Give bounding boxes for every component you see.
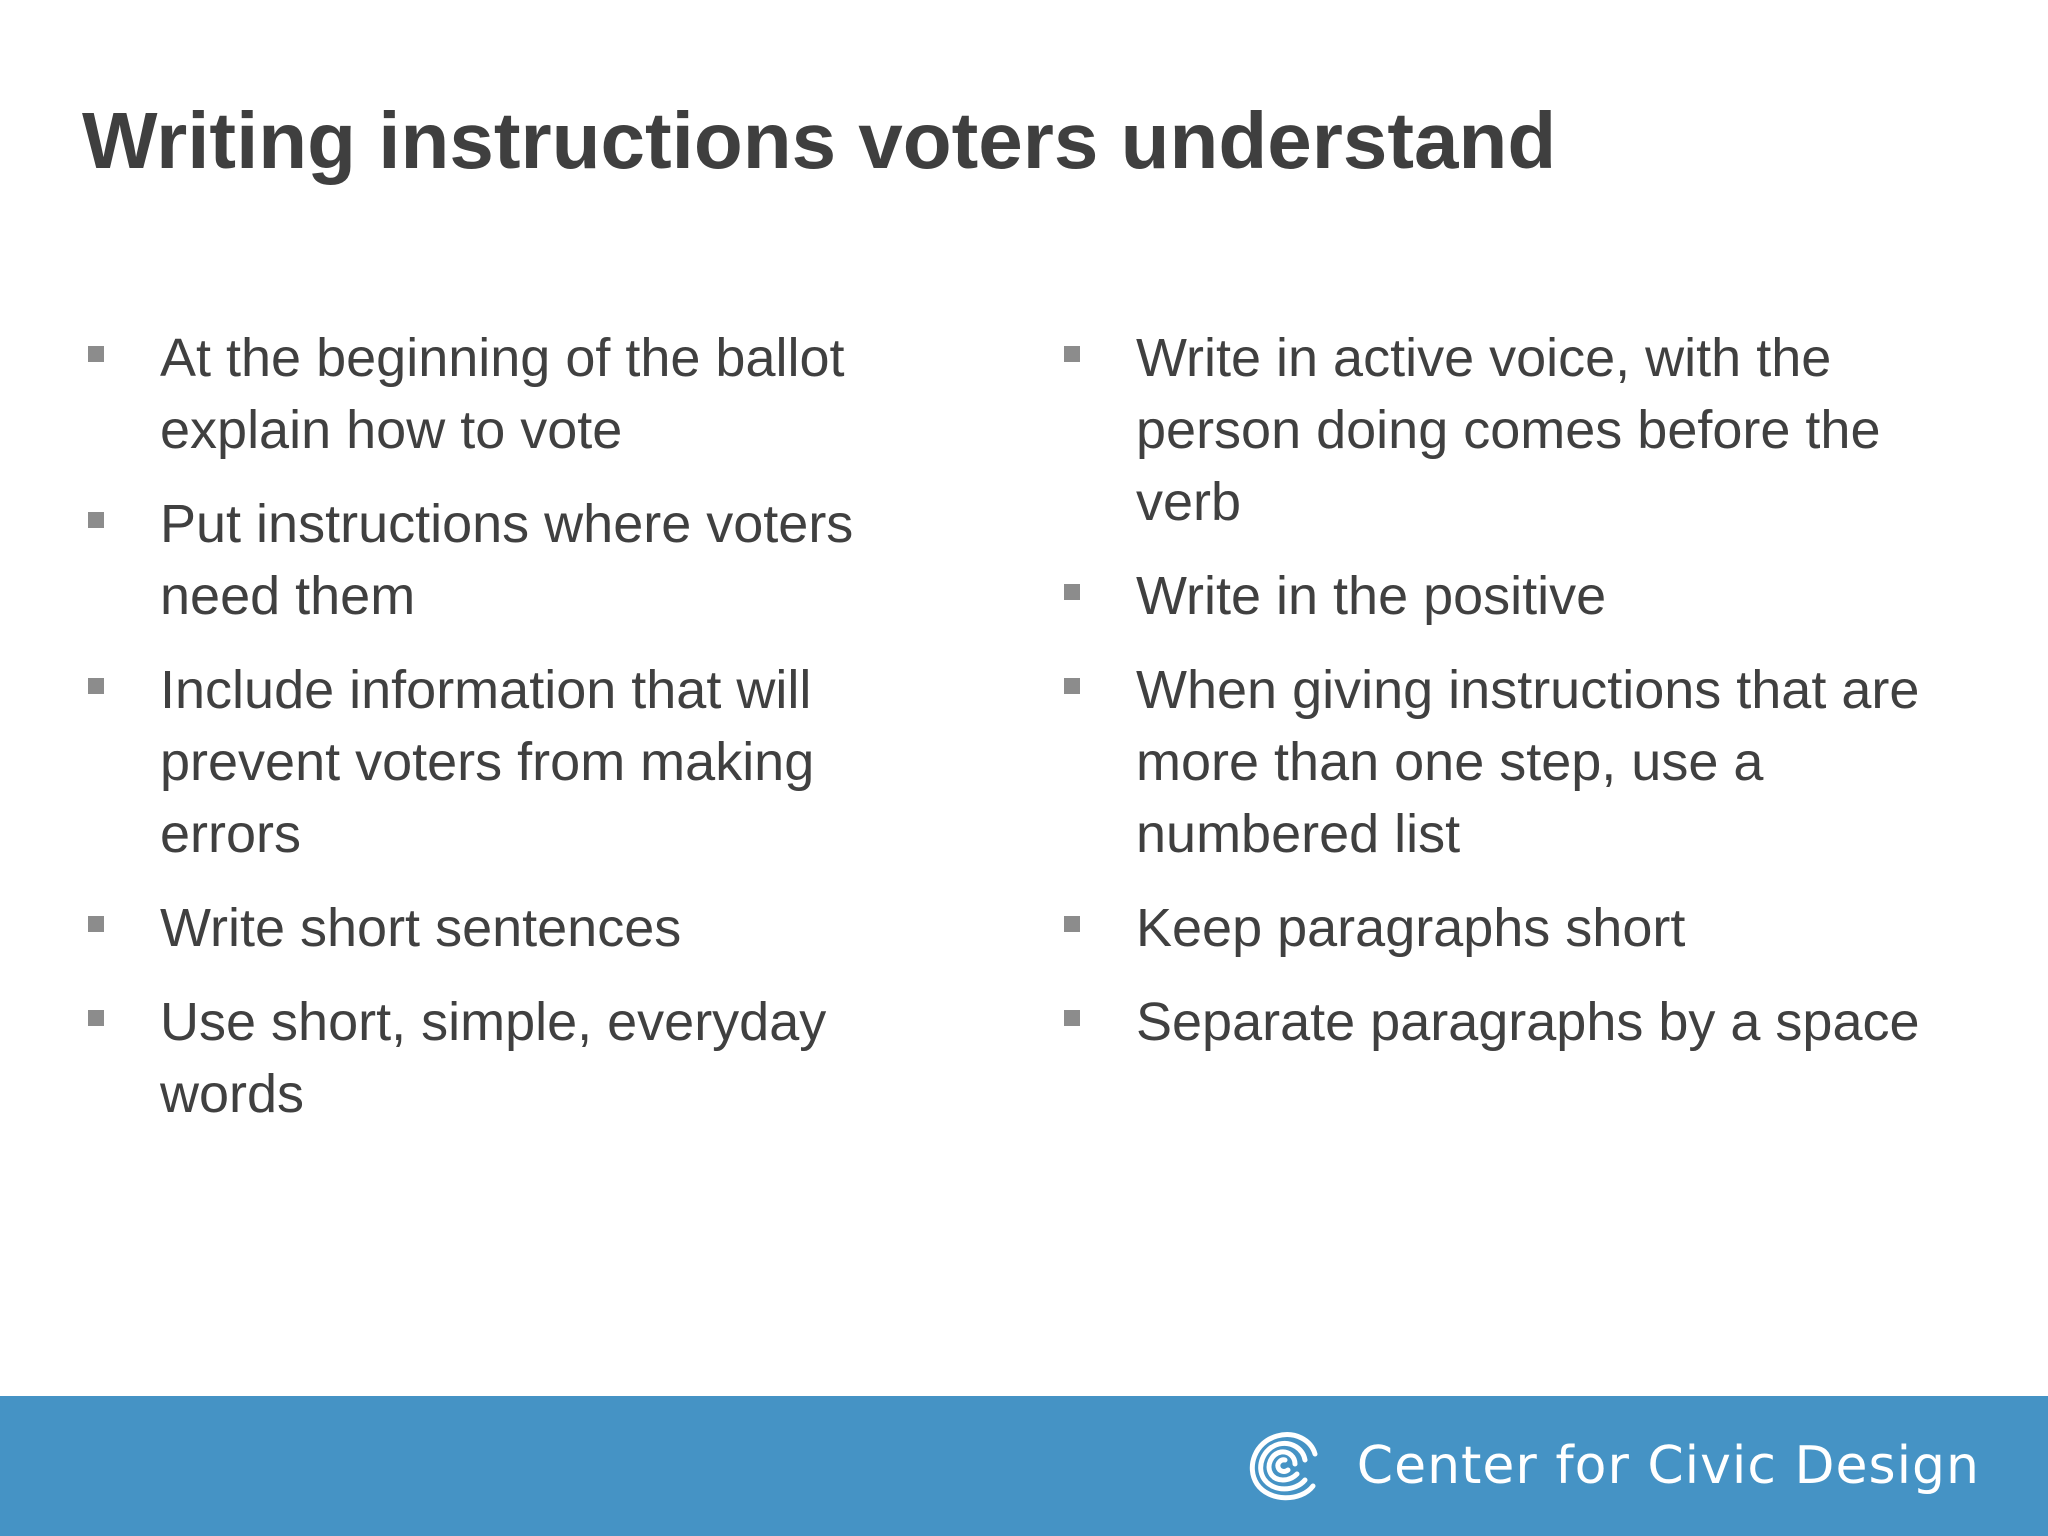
- square-bullet-icon: [1064, 346, 1080, 362]
- bullet-text: Include information that will prevent voters from making errors: [160, 660, 815, 864]
- fingerprint-swirl-icon: [1243, 1424, 1327, 1508]
- bullet-item: [1062, 322, 1962, 538]
- bullet-text: Use short, simple, everyday words: [160, 992, 827, 1124]
- bullet-text: Write in the positive: [1136, 566, 1607, 626]
- bullet-item: [86, 892, 966, 964]
- bullet-item: [1062, 892, 1962, 964]
- bullet-text: Separate paragraphs by a space: [1136, 992, 1920, 1052]
- bullet-item: [1062, 560, 1962, 632]
- square-bullet-icon: [1064, 678, 1080, 694]
- square-bullet-icon: [88, 916, 104, 932]
- left-bullet-list: [86, 322, 966, 1152]
- right-bullet-list: [1062, 322, 1962, 1080]
- bullet-text: Write short sentences: [160, 898, 682, 958]
- square-bullet-icon: [1064, 584, 1080, 600]
- square-bullet-icon: [88, 346, 104, 362]
- square-bullet-icon: [1064, 1010, 1080, 1026]
- brand-name: Center for Civic Design: [1356, 1436, 1980, 1496]
- bullet-item: [86, 986, 966, 1130]
- brand-lockup: [1243, 1396, 1980, 1536]
- bullet-item: [86, 654, 966, 870]
- bullet-item: [1062, 986, 1962, 1058]
- bullet-item: [86, 322, 966, 466]
- bullet-text: At the beginning of the ballot explain how to vote: [160, 328, 845, 460]
- bullet-text: Write in active voice, with the person doing comes before the verb: [1136, 328, 1881, 532]
- square-bullet-icon: [88, 1010, 104, 1026]
- square-bullet-icon: [1064, 916, 1080, 932]
- bullet-text: Keep paragraphs short: [1136, 898, 1686, 958]
- bullet-text: Put instructions where voters need them: [160, 494, 854, 626]
- bullet-item: [1062, 654, 1962, 870]
- square-bullet-icon: [88, 678, 104, 694]
- footer-bar: [0, 1396, 2048, 1536]
- bullet-item: [86, 488, 966, 632]
- square-bullet-icon: [88, 512, 104, 528]
- slide-title: Writing instructions voters understand: [82, 96, 1557, 185]
- bullet-text: When giving instructions that are more than one step, use a numbered list: [1136, 660, 1920, 864]
